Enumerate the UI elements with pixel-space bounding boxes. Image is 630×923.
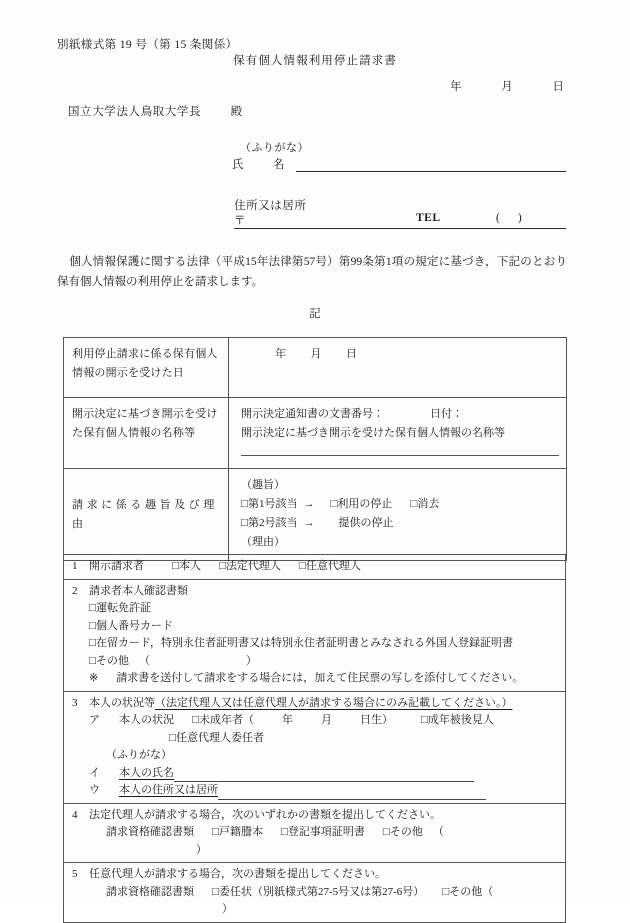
item-1-number: 1 [72, 560, 78, 572]
row-value-information-name[interactable] [229, 398, 567, 469]
checkbox-clause-2[interactable]: □ [241, 517, 248, 529]
requester-self-label: 本人 [178, 560, 201, 572]
erase-label: 消去 [417, 498, 440, 510]
voluntary-proxy-principal-label: 任意代理人委任者 [175, 731, 264, 744]
checkbox-power-of-attorney[interactable]: □ [212, 885, 219, 898]
item-3-row-a2 [72, 730, 559, 748]
legal-proxy-other-paren-open: （ [432, 826, 444, 838]
clause-2-label: 第2号該当 [247, 517, 298, 529]
item-3-a-index: ア [89, 714, 100, 726]
checkbox-my-number-card[interactable]: □ [89, 619, 96, 632]
ki-marker: 記 [309, 308, 321, 320]
item-3-title: 本人の状況等 [89, 696, 155, 709]
identity-other-label: その他 [95, 654, 129, 667]
date-year-label: 年 [450, 81, 462, 93]
attachment-checklist-table [63, 554, 566, 923]
legal-proxy-other-paren-close: ） [196, 843, 207, 856]
item-4-title-row [72, 807, 559, 825]
checkbox-residence-card[interactable]: □ [89, 637, 96, 649]
item-2-choice-row [72, 635, 559, 653]
page-title: 保有個人情報利用停止請求書 [233, 55, 397, 67]
item-4-cell [64, 803, 566, 863]
item-5-title-row [72, 866, 559, 884]
arrow-icon: → [303, 498, 315, 510]
item-4-doc-label: 請求資格確認書類 [106, 826, 194, 838]
voluntary-proxy-other-label: その他 [449, 885, 483, 898]
requester-voluntary-proxy-label: 任意代理人 [305, 560, 361, 572]
item-3-b-index: イ [89, 766, 100, 779]
birth-paren-open: （ [242, 714, 254, 726]
checkbox-legal-proxy-other[interactable]: □ [382, 826, 390, 838]
disclosure-details-table [63, 337, 567, 561]
addressee [68, 103, 243, 119]
checkbox-voluntary-proxy-principal[interactable]: □ [169, 731, 176, 744]
power-of-attorney-label: 委任状（別紙様式第27-5号又は第27-6号） [218, 885, 425, 898]
table-row [64, 803, 566, 863]
disclosure-notice-date-label: 日付： [430, 408, 463, 420]
table-row [64, 863, 566, 923]
table-row [64, 398, 567, 469]
item-3-row-c [72, 782, 559, 800]
checkbox-family-register[interactable]: □ [212, 826, 219, 838]
item-4-choice-row [72, 824, 559, 859]
identity-other-paren-close: ） [245, 654, 257, 667]
applicant-address-row [234, 212, 566, 230]
item-2-note-row [72, 670, 559, 688]
statutory-statement [57, 252, 567, 292]
note-mark-icon: ※ [89, 672, 99, 684]
family-register-label: 戸籍謄本 [218, 826, 263, 838]
birth-month-label: 月 [320, 714, 332, 726]
checkbox-clause-1[interactable]: □ [241, 498, 248, 510]
received-day-label: 日 [346, 348, 358, 360]
item-3-title-note: （法定代理人又は任意代理人が請求する場合にのみ記載してください。） [155, 696, 513, 709]
item-2-choice-row [72, 618, 559, 636]
registry-certificate-label: 登記事項証明書 [287, 826, 365, 838]
furigana-label: （ふりがな） [240, 142, 309, 154]
item-3-row-b [72, 765, 559, 783]
telephone-area-code-field[interactable]: () [496, 212, 540, 224]
checkbox-stop-use[interactable]: □ [330, 498, 338, 510]
form-code: 別紙様式第 19 号（第 15 条関係） [57, 39, 238, 51]
disclosure-notice-number-label: 開示決定通知書の文書番号： [241, 408, 384, 420]
checkbox-requester-voluntary-proxy[interactable]: □ [298, 560, 306, 572]
checkbox-voluntary-proxy-other[interactable]: □ [442, 885, 450, 898]
item-5-doc-label: 請求資格確認書類 [106, 885, 194, 898]
addressee-name: 国立大学法人鳥取大学長 [68, 106, 202, 118]
identity-other-paren-open: （ [138, 654, 150, 667]
disclosed-information-name-text: 開示決定に基づき開示を受けた保有個人情報の名称等 [241, 427, 505, 439]
checkbox-requester-legal-proxy[interactable]: □ [218, 560, 226, 572]
applicant-name-writeline[interactable] [296, 171, 566, 172]
birth-day-label: 日生） [359, 714, 393, 726]
submission-date-line [0, 78, 564, 94]
voluntary-proxy-other-paren-close: ） [222, 903, 233, 915]
item-3-a-label: 本人の状況 [119, 714, 174, 726]
item-3-furigana-label: （ふりがな） [106, 749, 172, 761]
applicant-name-row [232, 156, 566, 172]
checkbox-erase[interactable]: □ [410, 498, 418, 510]
purpose-option-2-row [241, 514, 556, 533]
checkbox-minor[interactable]: □ [192, 714, 199, 726]
item-3-c-index: ウ [89, 784, 100, 796]
item-2-title-row [72, 583, 559, 601]
checkbox-registry-certificate[interactable]: □ [280, 826, 288, 838]
item-2-title: 請求者本人確認書類 [89, 584, 188, 597]
received-month-label: 月 [310, 348, 322, 360]
addressee-honorific: 殿 [230, 106, 243, 118]
date-day-label: 日 [552, 81, 564, 93]
item-2-note-text: 請求書を送付して請求をする場合には，加えて住民票の写しを添付してください。 [116, 672, 524, 684]
item-1-cell [64, 555, 566, 580]
applicant-address-writeline[interactable] [234, 228, 566, 229]
table-row [64, 555, 566, 580]
item-1-title: 開示請求者 [89, 560, 144, 572]
legal-proxy-other-label: その他 [389, 826, 423, 838]
item-5-title: 任意代理人が請求する場合，次の書類を提出してください。 [89, 868, 386, 880]
row-label-information-name: 開示決定に基づき開示を受けた保有個人情報の名称等 [64, 398, 229, 469]
item-4-number: 4 [72, 808, 78, 821]
table-row [64, 579, 566, 691]
row-label-disclosure-received-date: 利用停止請求に係る保有個人情報の開示を受けた日 [64, 338, 229, 398]
applicant-name-label: 氏 名 [232, 159, 294, 171]
residence-card-label: 在留カード，特別永住者証明書又は特別永住者証明書とみなされる外国人登録証明書 [95, 637, 513, 649]
row-value-purpose-and-reason[interactable] [229, 469, 567, 561]
disclosure-notice-number-line [241, 405, 556, 424]
item-2-other-row [72, 653, 559, 671]
row-label-purpose-and-reason: 請求に係る趣旨及び理由 [64, 469, 229, 561]
checkbox-identity-other[interactable]: □ [89, 654, 96, 667]
item-3-row-a [72, 712, 559, 730]
table-row [64, 691, 566, 803]
stop-use-label: 利用の停止 [337, 498, 393, 510]
minor-label: 未成年者 [198, 714, 243, 726]
row-value-disclosure-received-date[interactable] [229, 338, 567, 398]
checkbox-requester-self[interactable]: □ [172, 560, 179, 572]
birth-year-label: 年 [281, 714, 293, 726]
item-2-number: 2 [72, 584, 78, 597]
statutory-statement-text: 個人情報保護に関する法律（平成15年法律第57号）第99条第1項の規定に基づき，下記のとおり保有個人情報の利用停止を請求します。 [57, 256, 567, 288]
stop-provision-label: 提供の停止 [338, 517, 394, 529]
applicant-address-label: 住所又は居所 [234, 200, 307, 212]
received-year-label: 年 [275, 348, 287, 360]
telephone-label: TEL [416, 212, 441, 224]
clause-1-label: 第1号該当 [247, 498, 298, 510]
item-2-cell [64, 579, 566, 691]
checkbox-adult-ward[interactable]: □ [420, 714, 428, 726]
item-3-furigana-row [72, 747, 559, 765]
date-month-label: 月 [501, 81, 513, 93]
checkbox-drivers-license[interactable]: □ [89, 602, 96, 614]
item-4-title: 法定代理人が請求する場合，次のいずれかの書類を提出してください。 [89, 808, 441, 821]
item-5-choice-row [72, 884, 559, 919]
purpose-heading: （趣旨） [241, 479, 285, 491]
item-2-choice-row [72, 600, 559, 618]
table-row [64, 469, 567, 561]
principal-address-writeline[interactable] [218, 799, 486, 800]
item-5-cell [64, 863, 566, 923]
item-3-b-label: 本人の氏名 [119, 766, 174, 779]
drivers-license-label: 運転免許証 [95, 602, 151, 614]
postal-code-icon: 〒 [234, 215, 246, 227]
adult-ward-label: 成年被後見人 [427, 714, 494, 726]
item-3-number: 3 [72, 696, 78, 709]
arrow-icon: → [303, 517, 315, 529]
my-number-card-label: 個人番号カード [95, 619, 173, 632]
item-3-title-row [72, 695, 559, 713]
disclosed-information-writeline[interactable] [241, 454, 559, 456]
voluntary-proxy-other-paren-open: （ [482, 885, 494, 898]
requester-legal-proxy-label: 法定代理人 [225, 560, 281, 572]
reason-heading: （理由） [241, 536, 285, 548]
purpose-option-1-row [241, 495, 556, 514]
item-5-number: 5 [72, 868, 78, 880]
table-row [64, 338, 567, 398]
item-3-cell [64, 691, 566, 803]
item-3-c-label: 本人の住所又は居所 [119, 784, 218, 796]
